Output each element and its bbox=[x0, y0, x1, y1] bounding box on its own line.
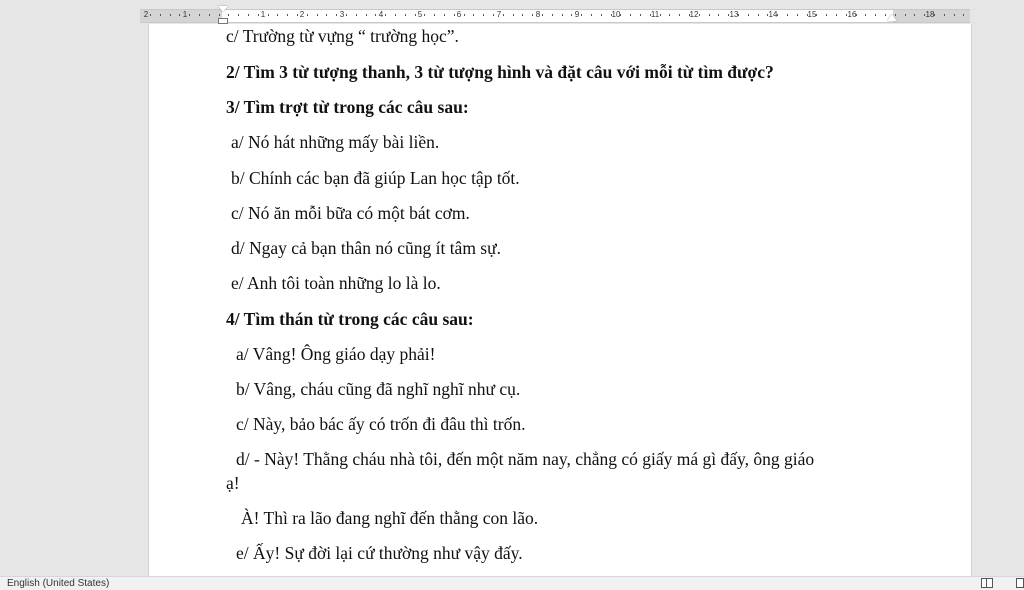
doc-line: c/ Trường từ vựng “ trường học”. bbox=[226, 26, 459, 46]
ruler-tick bbox=[356, 14, 357, 16]
ruler-tick bbox=[758, 14, 759, 16]
ruler-label: 14 bbox=[768, 10, 778, 19]
doc-line: a/ Nó hát những mấy bài liền. bbox=[231, 132, 440, 152]
ruler-tick bbox=[728, 14, 729, 16]
ruler-tick bbox=[228, 14, 229, 16]
ruler-tick bbox=[630, 14, 631, 16]
read-mode-icon[interactable] bbox=[981, 578, 993, 588]
ruler-label: 11 bbox=[650, 10, 660, 19]
doc-heading: 2/ Tìm 3 từ tượng thanh, 3 từ tượng hình và đặt câu với mỗi từ tìm được? bbox=[226, 62, 774, 82]
ruler-label: 18 bbox=[925, 10, 935, 19]
ruler-tick bbox=[601, 14, 602, 16]
ruler-label: 2 bbox=[299, 10, 305, 19]
doc-heading: 3/ Tìm trợt từ trong các câu sau: bbox=[226, 97, 469, 117]
ruler-tick bbox=[591, 14, 592, 16]
ruler-tick bbox=[375, 14, 376, 16]
print-layout-icon[interactable] bbox=[1016, 578, 1024, 588]
doc-line: b/ Vâng, cháu cũng đã nghĩ nghĩ như cụ. bbox=[236, 379, 521, 399]
ruler-tick bbox=[464, 14, 465, 16]
ruler-tick bbox=[846, 14, 847, 16]
ruler-tick bbox=[709, 14, 710, 16]
ruler-tick bbox=[826, 14, 827, 16]
ruler-label: 15 bbox=[807, 10, 817, 19]
ruler-tick bbox=[415, 14, 416, 16]
ruler-tick bbox=[522, 14, 523, 16]
ruler-tick bbox=[963, 14, 964, 16]
ruler-label: 9 bbox=[574, 10, 580, 19]
status-bar bbox=[0, 576, 1024, 590]
ruler-tick bbox=[679, 14, 680, 16]
doc-line: a/ Vâng! Ông giáo dạy phải! bbox=[236, 344, 436, 364]
ruler-tick bbox=[552, 14, 553, 16]
ruler-label: 5 bbox=[417, 10, 423, 19]
ruler-tick bbox=[424, 14, 425, 16]
ruler-tick bbox=[346, 14, 347, 16]
ruler-label: 4 bbox=[378, 10, 384, 19]
ruler-tick bbox=[787, 14, 788, 16]
doc-line: c/ Này, bảo bác ấy có trốn đi đâu thì trốn. bbox=[236, 414, 526, 434]
ruler-tick bbox=[865, 14, 866, 16]
ruler-label: 8 bbox=[535, 10, 541, 19]
doc-line: e/ Ấy! Sự đời lại cứ thường như vậy đấy. bbox=[236, 543, 523, 563]
ruler-tick bbox=[366, 14, 367, 16]
ruler-tick bbox=[914, 14, 915, 16]
ruler-tick bbox=[660, 14, 661, 16]
ruler-tick bbox=[620, 14, 621, 16]
ruler-label: 6 bbox=[456, 10, 462, 19]
first-line-indent-marker[interactable] bbox=[218, 6, 228, 12]
ruler-tick bbox=[336, 14, 337, 16]
horizontal-ruler[interactable] bbox=[0, 0, 1024, 24]
ruler-tick bbox=[483, 14, 484, 16]
ruler-tick bbox=[287, 14, 288, 16]
ruler-tick bbox=[640, 14, 641, 16]
ruler-tick bbox=[807, 14, 808, 16]
ruler-tick bbox=[718, 14, 719, 16]
ruler-tick bbox=[689, 14, 690, 16]
ruler-tick bbox=[258, 14, 259, 16]
ruler-tick bbox=[307, 14, 308, 16]
ruler-tick bbox=[317, 14, 318, 16]
ruler-tick bbox=[856, 14, 857, 16]
ruler-tick bbox=[385, 14, 386, 16]
ruler-tick bbox=[209, 14, 210, 16]
ruler-tick bbox=[444, 14, 445, 16]
ruler-tick bbox=[767, 14, 768, 16]
ruler-tick bbox=[885, 14, 886, 16]
ruler-label: 12 bbox=[689, 10, 699, 19]
doc-line: c/ Nó ăn mỗi bữa có một bát cơm. bbox=[231, 203, 470, 223]
doc-line: d/ Ngay cả bạn thân nó cũng ít tâm sự. bbox=[231, 238, 501, 258]
ruler-tick bbox=[199, 14, 200, 16]
ruler-tick bbox=[875, 14, 876, 16]
ruler-tick bbox=[248, 14, 249, 16]
right-indent-marker[interactable] bbox=[887, 14, 897, 21]
ruler-label: 3 bbox=[339, 10, 345, 19]
ruler-tick bbox=[905, 14, 906, 16]
ruler-tick bbox=[650, 14, 651, 16]
doc-line: d/ - Này! Thằng cháu nhà tôi, đến một năm nay, chẳng có giấy má gì đấy, ông giáo bbox=[236, 449, 815, 469]
ruler-tick bbox=[542, 14, 543, 16]
ruler-label: 1 bbox=[260, 10, 266, 19]
ruler-tick bbox=[797, 14, 798, 16]
ruler-tick bbox=[150, 14, 151, 16]
doc-line: b/ Chính các bạn đã giúp Lan học tập tốt. bbox=[231, 168, 520, 188]
ruler-tick bbox=[934, 14, 935, 16]
ruler-label: 2 bbox=[143, 10, 149, 19]
ruler-tick bbox=[513, 14, 514, 16]
ruler-tick bbox=[836, 14, 837, 16]
ruler-tick bbox=[297, 14, 298, 16]
ruler-label: 10 bbox=[611, 10, 621, 19]
ruler-label: 7 bbox=[496, 10, 502, 19]
document-page[interactable] bbox=[148, 24, 972, 576]
ruler-tick bbox=[189, 14, 190, 16]
language-indicator[interactable]: English (United States) bbox=[7, 578, 110, 589]
ruler-tick bbox=[219, 14, 220, 16]
ruler-tick bbox=[571, 14, 572, 16]
ruler-tick bbox=[160, 14, 161, 16]
ruler-tick bbox=[611, 14, 612, 16]
ruler-tick bbox=[816, 14, 817, 16]
ruler-tick bbox=[924, 14, 925, 16]
ruler-tick bbox=[238, 14, 239, 16]
ruler-tick bbox=[493, 14, 494, 16]
ruler-tick bbox=[738, 14, 739, 16]
ruler-tick bbox=[777, 14, 778, 16]
doc-heading: 4/ Tìm thán từ trong các câu sau: bbox=[226, 309, 474, 329]
ruler-tick bbox=[562, 14, 563, 16]
ruler-tick bbox=[532, 14, 533, 16]
doc-line: À! Thì ra lão đang nghĩ đến thằng con lão. bbox=[241, 508, 539, 528]
ruler-label: 16 bbox=[847, 10, 857, 19]
ruler-tick bbox=[669, 14, 670, 16]
ruler-tick bbox=[277, 14, 278, 16]
ruler-tick bbox=[581, 14, 582, 16]
doc-line: ạ! bbox=[226, 473, 240, 493]
ruler-tick bbox=[954, 14, 955, 16]
ruler-left-margin bbox=[140, 9, 222, 23]
ruler-tick bbox=[748, 14, 749, 16]
ruler-tick bbox=[503, 14, 504, 16]
ruler-label: 13 bbox=[729, 10, 739, 19]
doc-line: e/ Anh tôi toàn những lo là lo. bbox=[231, 273, 441, 293]
ruler-tick bbox=[944, 14, 945, 16]
ruler-tick bbox=[699, 14, 700, 16]
ruler-tick bbox=[170, 14, 171, 16]
ruler-tick bbox=[434, 14, 435, 16]
ruler-tick bbox=[326, 14, 327, 16]
ruler-tick bbox=[454, 14, 455, 16]
ruler-tick bbox=[405, 14, 406, 16]
ruler-tick bbox=[395, 14, 396, 16]
ruler-tick bbox=[179, 14, 180, 16]
ruler-tick bbox=[268, 14, 269, 16]
ruler-label: 1 bbox=[182, 10, 188, 19]
ruler-tick bbox=[473, 14, 474, 16]
